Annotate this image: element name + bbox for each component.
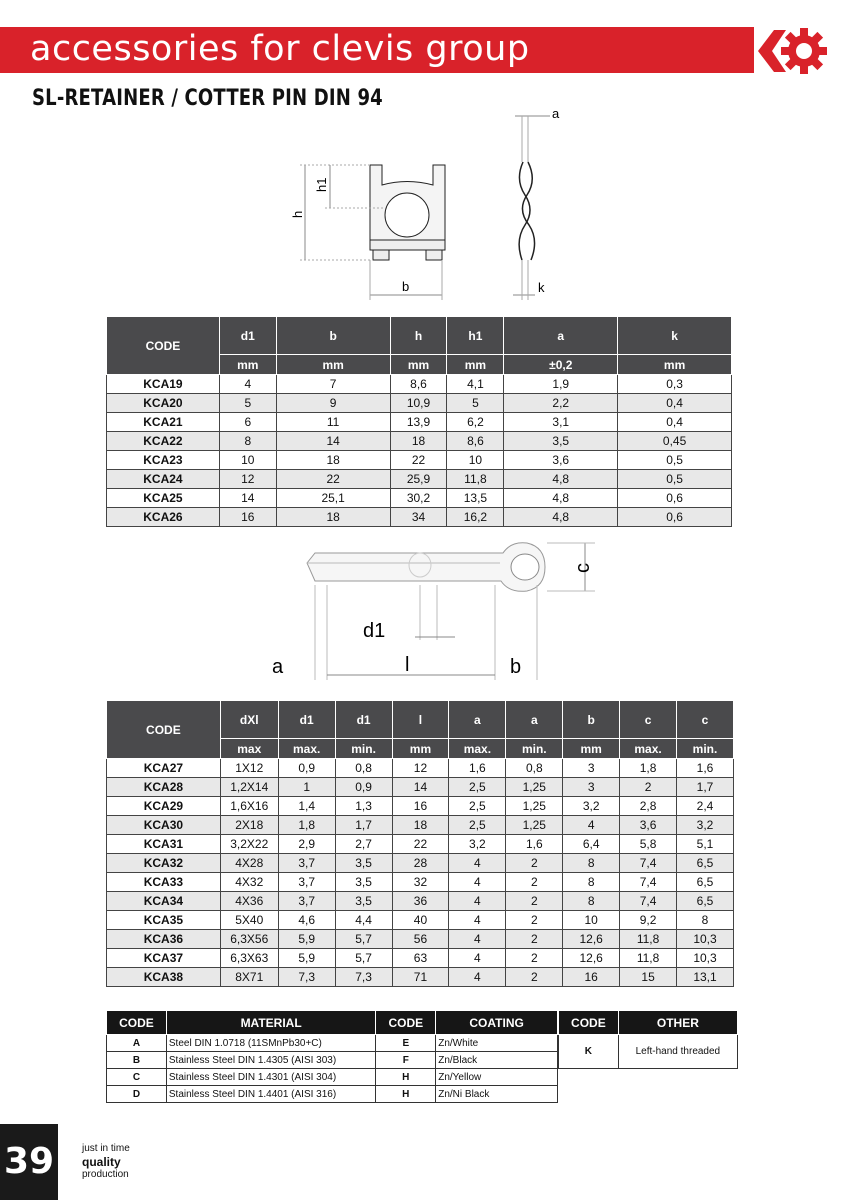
cotter-pin-drawing bbox=[265, 535, 610, 685]
row-code: KCA24 bbox=[107, 470, 220, 489]
table2-header: c bbox=[677, 701, 734, 739]
material-code: B bbox=[107, 1052, 167, 1069]
row-code: KCA35 bbox=[107, 911, 221, 930]
dim-d1-label: d1 bbox=[363, 620, 386, 642]
row-value: 1,7 bbox=[677, 778, 734, 797]
row-value: 5,9 bbox=[278, 930, 335, 949]
row-value: 3,2 bbox=[677, 816, 734, 835]
other-code: K bbox=[559, 1035, 619, 1069]
table1-unit: ±0,2 bbox=[504, 355, 618, 375]
row-value: 18 bbox=[276, 451, 390, 470]
row-value: 4 bbox=[563, 816, 620, 835]
row-value: 6 bbox=[219, 413, 276, 432]
row-value: 11 bbox=[276, 413, 390, 432]
row-value: 28 bbox=[392, 854, 449, 873]
row-value: 3,5 bbox=[335, 873, 392, 892]
material-name: Stainless Steel DIN 1.4301 (AISI 304) bbox=[166, 1069, 375, 1086]
row-value: 1X12 bbox=[220, 759, 278, 778]
row-value: 0,45 bbox=[618, 432, 732, 451]
row-value: 18 bbox=[390, 432, 447, 451]
row-value: 7,3 bbox=[335, 968, 392, 987]
material-code: C bbox=[107, 1069, 167, 1086]
table-row bbox=[107, 911, 734, 930]
row-value: 22 bbox=[392, 835, 449, 854]
row-value: 71 bbox=[392, 968, 449, 987]
table-row bbox=[107, 816, 734, 835]
table-row bbox=[107, 375, 732, 394]
table2-unit: min. bbox=[506, 739, 563, 759]
table2-header: l bbox=[392, 701, 449, 739]
row-code: KCA30 bbox=[107, 816, 221, 835]
material-name: Stainless Steel DIN 1.4305 (AISI 303) bbox=[166, 1052, 375, 1069]
material-code: A bbox=[107, 1035, 167, 1052]
row-value: 0,6 bbox=[618, 489, 732, 508]
row-value: 16 bbox=[563, 968, 620, 987]
table1-header-h1: h1 bbox=[447, 317, 504, 355]
table1-header-d1: d1 bbox=[219, 317, 276, 355]
row-value: 2,5 bbox=[449, 816, 506, 835]
table-row bbox=[107, 1035, 558, 1052]
row-value: 1,2X14 bbox=[220, 778, 278, 797]
row-value: 14 bbox=[276, 432, 390, 451]
dim-h-label: h bbox=[290, 210, 305, 218]
row-code: KCA21 bbox=[107, 413, 220, 432]
row-value: 2,7 bbox=[335, 835, 392, 854]
row-value: 8 bbox=[563, 873, 620, 892]
row-value: 1,9 bbox=[504, 375, 618, 394]
row-value: 2,2 bbox=[504, 394, 618, 413]
row-value: 40 bbox=[392, 911, 449, 930]
row-value: 0,9 bbox=[335, 778, 392, 797]
table-row bbox=[107, 759, 734, 778]
table-row bbox=[107, 1086, 558, 1103]
row-value: 2,4 bbox=[677, 797, 734, 816]
row-value: 1,6X16 bbox=[220, 797, 278, 816]
table-row bbox=[107, 413, 732, 432]
row-value: 5,7 bbox=[335, 930, 392, 949]
row-value: 5,1 bbox=[677, 835, 734, 854]
row-value: 6,5 bbox=[677, 892, 734, 911]
row-value: 11,8 bbox=[620, 949, 677, 968]
row-value: 1 bbox=[278, 778, 335, 797]
row-value: 11,8 bbox=[620, 930, 677, 949]
table-row bbox=[107, 778, 734, 797]
coating-code: F bbox=[376, 1052, 436, 1069]
other-text: Left-hand threaded bbox=[618, 1035, 737, 1069]
dim-l-label: l bbox=[405, 654, 410, 676]
row-value: 4 bbox=[449, 911, 506, 930]
row-value: 8,6 bbox=[390, 375, 447, 394]
row-value: 2 bbox=[506, 930, 563, 949]
table-row bbox=[107, 854, 734, 873]
row-value: 2 bbox=[620, 778, 677, 797]
row-code: KCA28 bbox=[107, 778, 221, 797]
dim-k-label: k bbox=[538, 280, 545, 295]
coat-header-coating: COATING bbox=[436, 1011, 558, 1035]
row-code: KCA23 bbox=[107, 451, 220, 470]
row-value: 1,8 bbox=[620, 759, 677, 778]
table2-header: a bbox=[449, 701, 506, 739]
material-name: Steel DIN 1.0718 (11SMnPb30+C) bbox=[166, 1035, 375, 1052]
table1-unit: mm bbox=[618, 355, 732, 375]
row-value: 3,5 bbox=[504, 432, 618, 451]
row-value: 3,2 bbox=[449, 835, 506, 854]
row-value: 25,1 bbox=[276, 489, 390, 508]
row-value: 12 bbox=[392, 759, 449, 778]
row-value: 4,6 bbox=[278, 911, 335, 930]
table1-header-h: h bbox=[390, 317, 447, 355]
table2-header: dXl bbox=[220, 701, 278, 739]
tagline-1: just in time bbox=[82, 1143, 130, 1154]
row-value: 2 bbox=[506, 949, 563, 968]
row-value: 10,3 bbox=[677, 949, 734, 968]
row-value: 16 bbox=[219, 508, 276, 527]
row-value: 15 bbox=[620, 968, 677, 987]
table1-unit: mm bbox=[276, 355, 390, 375]
coating-name: Zn/Yellow bbox=[436, 1069, 558, 1086]
row-value: 12,6 bbox=[563, 930, 620, 949]
row-value: 6,5 bbox=[677, 873, 734, 892]
row-code: KCA20 bbox=[107, 394, 220, 413]
row-code: KCA19 bbox=[107, 375, 220, 394]
retainer-spec-table bbox=[106, 316, 732, 527]
row-value: 22 bbox=[276, 470, 390, 489]
material-name: Stainless Steel DIN 1.4401 (AISI 316) bbox=[166, 1086, 375, 1103]
row-value: 0,4 bbox=[618, 394, 732, 413]
mat-header-material: MATERIAL bbox=[166, 1011, 375, 1035]
table2-unit: max. bbox=[449, 739, 506, 759]
row-value: 3,1 bbox=[504, 413, 618, 432]
row-value: 4,8 bbox=[504, 489, 618, 508]
page-number: 39 bbox=[0, 1124, 58, 1200]
row-code: KCA34 bbox=[107, 892, 221, 911]
row-value: 1,25 bbox=[506, 816, 563, 835]
table-row bbox=[107, 968, 734, 987]
coating-name: Zn/White bbox=[436, 1035, 558, 1052]
row-value: 5,9 bbox=[278, 949, 335, 968]
row-value: 0,6 bbox=[618, 508, 732, 527]
coating-code: E bbox=[376, 1035, 436, 1052]
table-row bbox=[107, 470, 732, 489]
row-value: 4,8 bbox=[504, 508, 618, 527]
row-value: 2 bbox=[506, 911, 563, 930]
row-value: 13,1 bbox=[677, 968, 734, 987]
row-value: 0,9 bbox=[278, 759, 335, 778]
coating-name: Zn/Ni Black bbox=[436, 1086, 558, 1103]
table2-header: a bbox=[506, 701, 563, 739]
gear-logo-icon bbox=[754, 24, 834, 78]
cotter-pin-spec-table bbox=[106, 700, 734, 987]
row-code: KCA32 bbox=[107, 854, 221, 873]
row-value: 25,9 bbox=[390, 470, 447, 489]
row-value: 8 bbox=[563, 854, 620, 873]
dim-a-label: a bbox=[272, 656, 284, 678]
material-code: D bbox=[107, 1086, 167, 1103]
coating-code: H bbox=[376, 1069, 436, 1086]
table1-header-k: k bbox=[618, 317, 732, 355]
row-value: 6,5 bbox=[677, 854, 734, 873]
table-row bbox=[107, 930, 734, 949]
row-value: 4X28 bbox=[220, 854, 278, 873]
row-code: KCA37 bbox=[107, 949, 221, 968]
row-value: 5X40 bbox=[220, 911, 278, 930]
row-value: 9 bbox=[276, 394, 390, 413]
row-value: 8 bbox=[677, 911, 734, 930]
other-options-table bbox=[558, 1010, 738, 1069]
row-value: 8,6 bbox=[447, 432, 504, 451]
row-code: KCA26 bbox=[107, 508, 220, 527]
row-code: KCA22 bbox=[107, 432, 220, 451]
row-value: 14 bbox=[392, 778, 449, 797]
row-value: 1,4 bbox=[278, 797, 335, 816]
table2-unit: min. bbox=[677, 739, 734, 759]
table1-header-a: a bbox=[504, 317, 618, 355]
row-value: 10 bbox=[219, 451, 276, 470]
row-code: KCA29 bbox=[107, 797, 221, 816]
row-value: 6,3X63 bbox=[220, 949, 278, 968]
table1-header-b: b bbox=[276, 317, 390, 355]
table1-unit: mm bbox=[447, 355, 504, 375]
row-value: 5 bbox=[219, 394, 276, 413]
row-value: 8X71 bbox=[220, 968, 278, 987]
dim-b-label: b bbox=[402, 279, 410, 294]
row-value: 13,9 bbox=[390, 413, 447, 432]
row-value: 11,8 bbox=[447, 470, 504, 489]
table-row bbox=[107, 1069, 558, 1086]
row-value: 6,3X56 bbox=[220, 930, 278, 949]
table-row bbox=[107, 835, 734, 854]
row-value: 8 bbox=[563, 892, 620, 911]
coating-code: H bbox=[376, 1086, 436, 1103]
row-value: 0,5 bbox=[618, 470, 732, 489]
row-value: 1,6 bbox=[449, 759, 506, 778]
row-value: 5 bbox=[447, 394, 504, 413]
table2-header: d1 bbox=[278, 701, 335, 739]
dim-a-label: a bbox=[552, 106, 560, 121]
row-code: KCA31 bbox=[107, 835, 221, 854]
row-value: 2,8 bbox=[620, 797, 677, 816]
dim-c-label: c bbox=[572, 563, 594, 573]
row-code: KCA25 bbox=[107, 489, 220, 508]
row-value: 3,2X22 bbox=[220, 835, 278, 854]
product-subtitle: SL-RETAINER / COTTER PIN DIN 94 bbox=[32, 86, 383, 111]
table2-unit: mm bbox=[563, 739, 620, 759]
row-value: 3,7 bbox=[278, 873, 335, 892]
table-row bbox=[107, 508, 732, 527]
table2-header: d1 bbox=[335, 701, 392, 739]
coat-header-code: CODE bbox=[376, 1011, 436, 1035]
row-value: 2 bbox=[506, 854, 563, 873]
row-value: 4 bbox=[449, 968, 506, 987]
row-value: 2 bbox=[506, 968, 563, 987]
table-row bbox=[107, 451, 732, 470]
row-value: 2,5 bbox=[449, 778, 506, 797]
row-value: 16,2 bbox=[447, 508, 504, 527]
table-row bbox=[107, 1052, 558, 1069]
table-row bbox=[107, 797, 734, 816]
row-value: 1,25 bbox=[506, 778, 563, 797]
row-value: 4 bbox=[449, 892, 506, 911]
tagline-2: quality bbox=[82, 1155, 121, 1169]
page-title: accessories for clevis group bbox=[30, 29, 530, 69]
row-code: KCA38 bbox=[107, 968, 221, 987]
dim-h1-label: h1 bbox=[314, 177, 329, 192]
row-value: 56 bbox=[392, 930, 449, 949]
row-value: 1,7 bbox=[335, 816, 392, 835]
row-value: 3,5 bbox=[335, 892, 392, 911]
row-value: 2,5 bbox=[449, 797, 506, 816]
material-coating-table bbox=[106, 1010, 558, 1103]
row-value: 10,9 bbox=[390, 394, 447, 413]
row-value: 7,4 bbox=[620, 854, 677, 873]
row-value: 63 bbox=[392, 949, 449, 968]
other-header-code: CODE bbox=[559, 1011, 619, 1035]
row-value: 0,8 bbox=[506, 759, 563, 778]
row-value: 5,8 bbox=[620, 835, 677, 854]
table-row bbox=[107, 892, 734, 911]
row-value: 3,7 bbox=[278, 854, 335, 873]
row-value: 4X32 bbox=[220, 873, 278, 892]
row-value: 4 bbox=[449, 930, 506, 949]
row-value: 10 bbox=[447, 451, 504, 470]
row-value: 18 bbox=[392, 816, 449, 835]
row-value: 32 bbox=[392, 873, 449, 892]
row-value: 12 bbox=[219, 470, 276, 489]
table-row bbox=[107, 489, 732, 508]
row-value: 3,6 bbox=[504, 451, 618, 470]
table-row bbox=[107, 432, 732, 451]
row-code: KCA33 bbox=[107, 873, 221, 892]
table-row bbox=[107, 949, 734, 968]
row-value: 7 bbox=[276, 375, 390, 394]
coating-name: Zn/Black bbox=[436, 1052, 558, 1069]
row-value: 1,8 bbox=[278, 816, 335, 835]
row-value: 18 bbox=[276, 508, 390, 527]
row-value: 2 bbox=[506, 873, 563, 892]
row-value: 3 bbox=[563, 778, 620, 797]
row-value: 3,2 bbox=[563, 797, 620, 816]
row-value: 10 bbox=[563, 911, 620, 930]
table-row bbox=[107, 394, 732, 413]
row-value: 34 bbox=[390, 508, 447, 527]
row-value: 2,9 bbox=[278, 835, 335, 854]
dim-b-label: b bbox=[510, 656, 522, 678]
row-value: 30,2 bbox=[390, 489, 447, 508]
row-value: 4,8 bbox=[504, 470, 618, 489]
row-value: 5,7 bbox=[335, 949, 392, 968]
table2-unit: min. bbox=[335, 739, 392, 759]
row-value: 4X36 bbox=[220, 892, 278, 911]
row-value: 1,25 bbox=[506, 797, 563, 816]
row-value: 14 bbox=[219, 489, 276, 508]
row-value: 2 bbox=[506, 892, 563, 911]
row-value: 4 bbox=[449, 949, 506, 968]
table2-unit: mm bbox=[392, 739, 449, 759]
table2-unit: max. bbox=[620, 739, 677, 759]
row-value: 6,2 bbox=[447, 413, 504, 432]
row-value: 3,7 bbox=[278, 892, 335, 911]
row-value: 4 bbox=[449, 873, 506, 892]
row-value: 7,4 bbox=[620, 873, 677, 892]
row-value: 12,6 bbox=[563, 949, 620, 968]
table2-header-code: CODE bbox=[107, 701, 221, 759]
row-value: 7,3 bbox=[278, 968, 335, 987]
other-header-other: OTHER bbox=[618, 1011, 737, 1035]
row-value: 36 bbox=[392, 892, 449, 911]
table2-unit: max bbox=[220, 739, 278, 759]
row-value: 4 bbox=[449, 854, 506, 873]
sl-retainer-drawing bbox=[285, 100, 575, 305]
row-value: 0,8 bbox=[335, 759, 392, 778]
row-value: 1,6 bbox=[677, 759, 734, 778]
table2-unit: max. bbox=[278, 739, 335, 759]
tagline-3: production bbox=[82, 1169, 129, 1180]
row-code: KCA36 bbox=[107, 930, 221, 949]
row-value: 3,6 bbox=[620, 816, 677, 835]
row-value: 10,3 bbox=[677, 930, 734, 949]
row-value: 13,5 bbox=[447, 489, 504, 508]
row-value: 4,4 bbox=[335, 911, 392, 930]
table2-header: b bbox=[563, 701, 620, 739]
row-value: 6,4 bbox=[563, 835, 620, 854]
row-value: 0,3 bbox=[618, 375, 732, 394]
row-value: 4 bbox=[219, 375, 276, 394]
row-value: 2X18 bbox=[220, 816, 278, 835]
row-value: 9,2 bbox=[620, 911, 677, 930]
table1-header-code: CODE bbox=[107, 317, 220, 375]
row-value: 7,4 bbox=[620, 892, 677, 911]
table1-unit: mm bbox=[390, 355, 447, 375]
table1-unit: mm bbox=[219, 355, 276, 375]
row-value: 3,5 bbox=[335, 854, 392, 873]
row-value: 1,3 bbox=[335, 797, 392, 816]
row-value: 0,5 bbox=[618, 451, 732, 470]
row-value: 0,4 bbox=[618, 413, 732, 432]
mat-header-code: CODE bbox=[107, 1011, 167, 1035]
row-value: 1,6 bbox=[506, 835, 563, 854]
row-value: 8 bbox=[219, 432, 276, 451]
row-value: 3 bbox=[563, 759, 620, 778]
row-code: KCA27 bbox=[107, 759, 221, 778]
table-row bbox=[107, 873, 734, 892]
table2-header: c bbox=[620, 701, 677, 739]
row-value: 22 bbox=[390, 451, 447, 470]
row-value: 4,1 bbox=[447, 375, 504, 394]
row-value: 16 bbox=[392, 797, 449, 816]
